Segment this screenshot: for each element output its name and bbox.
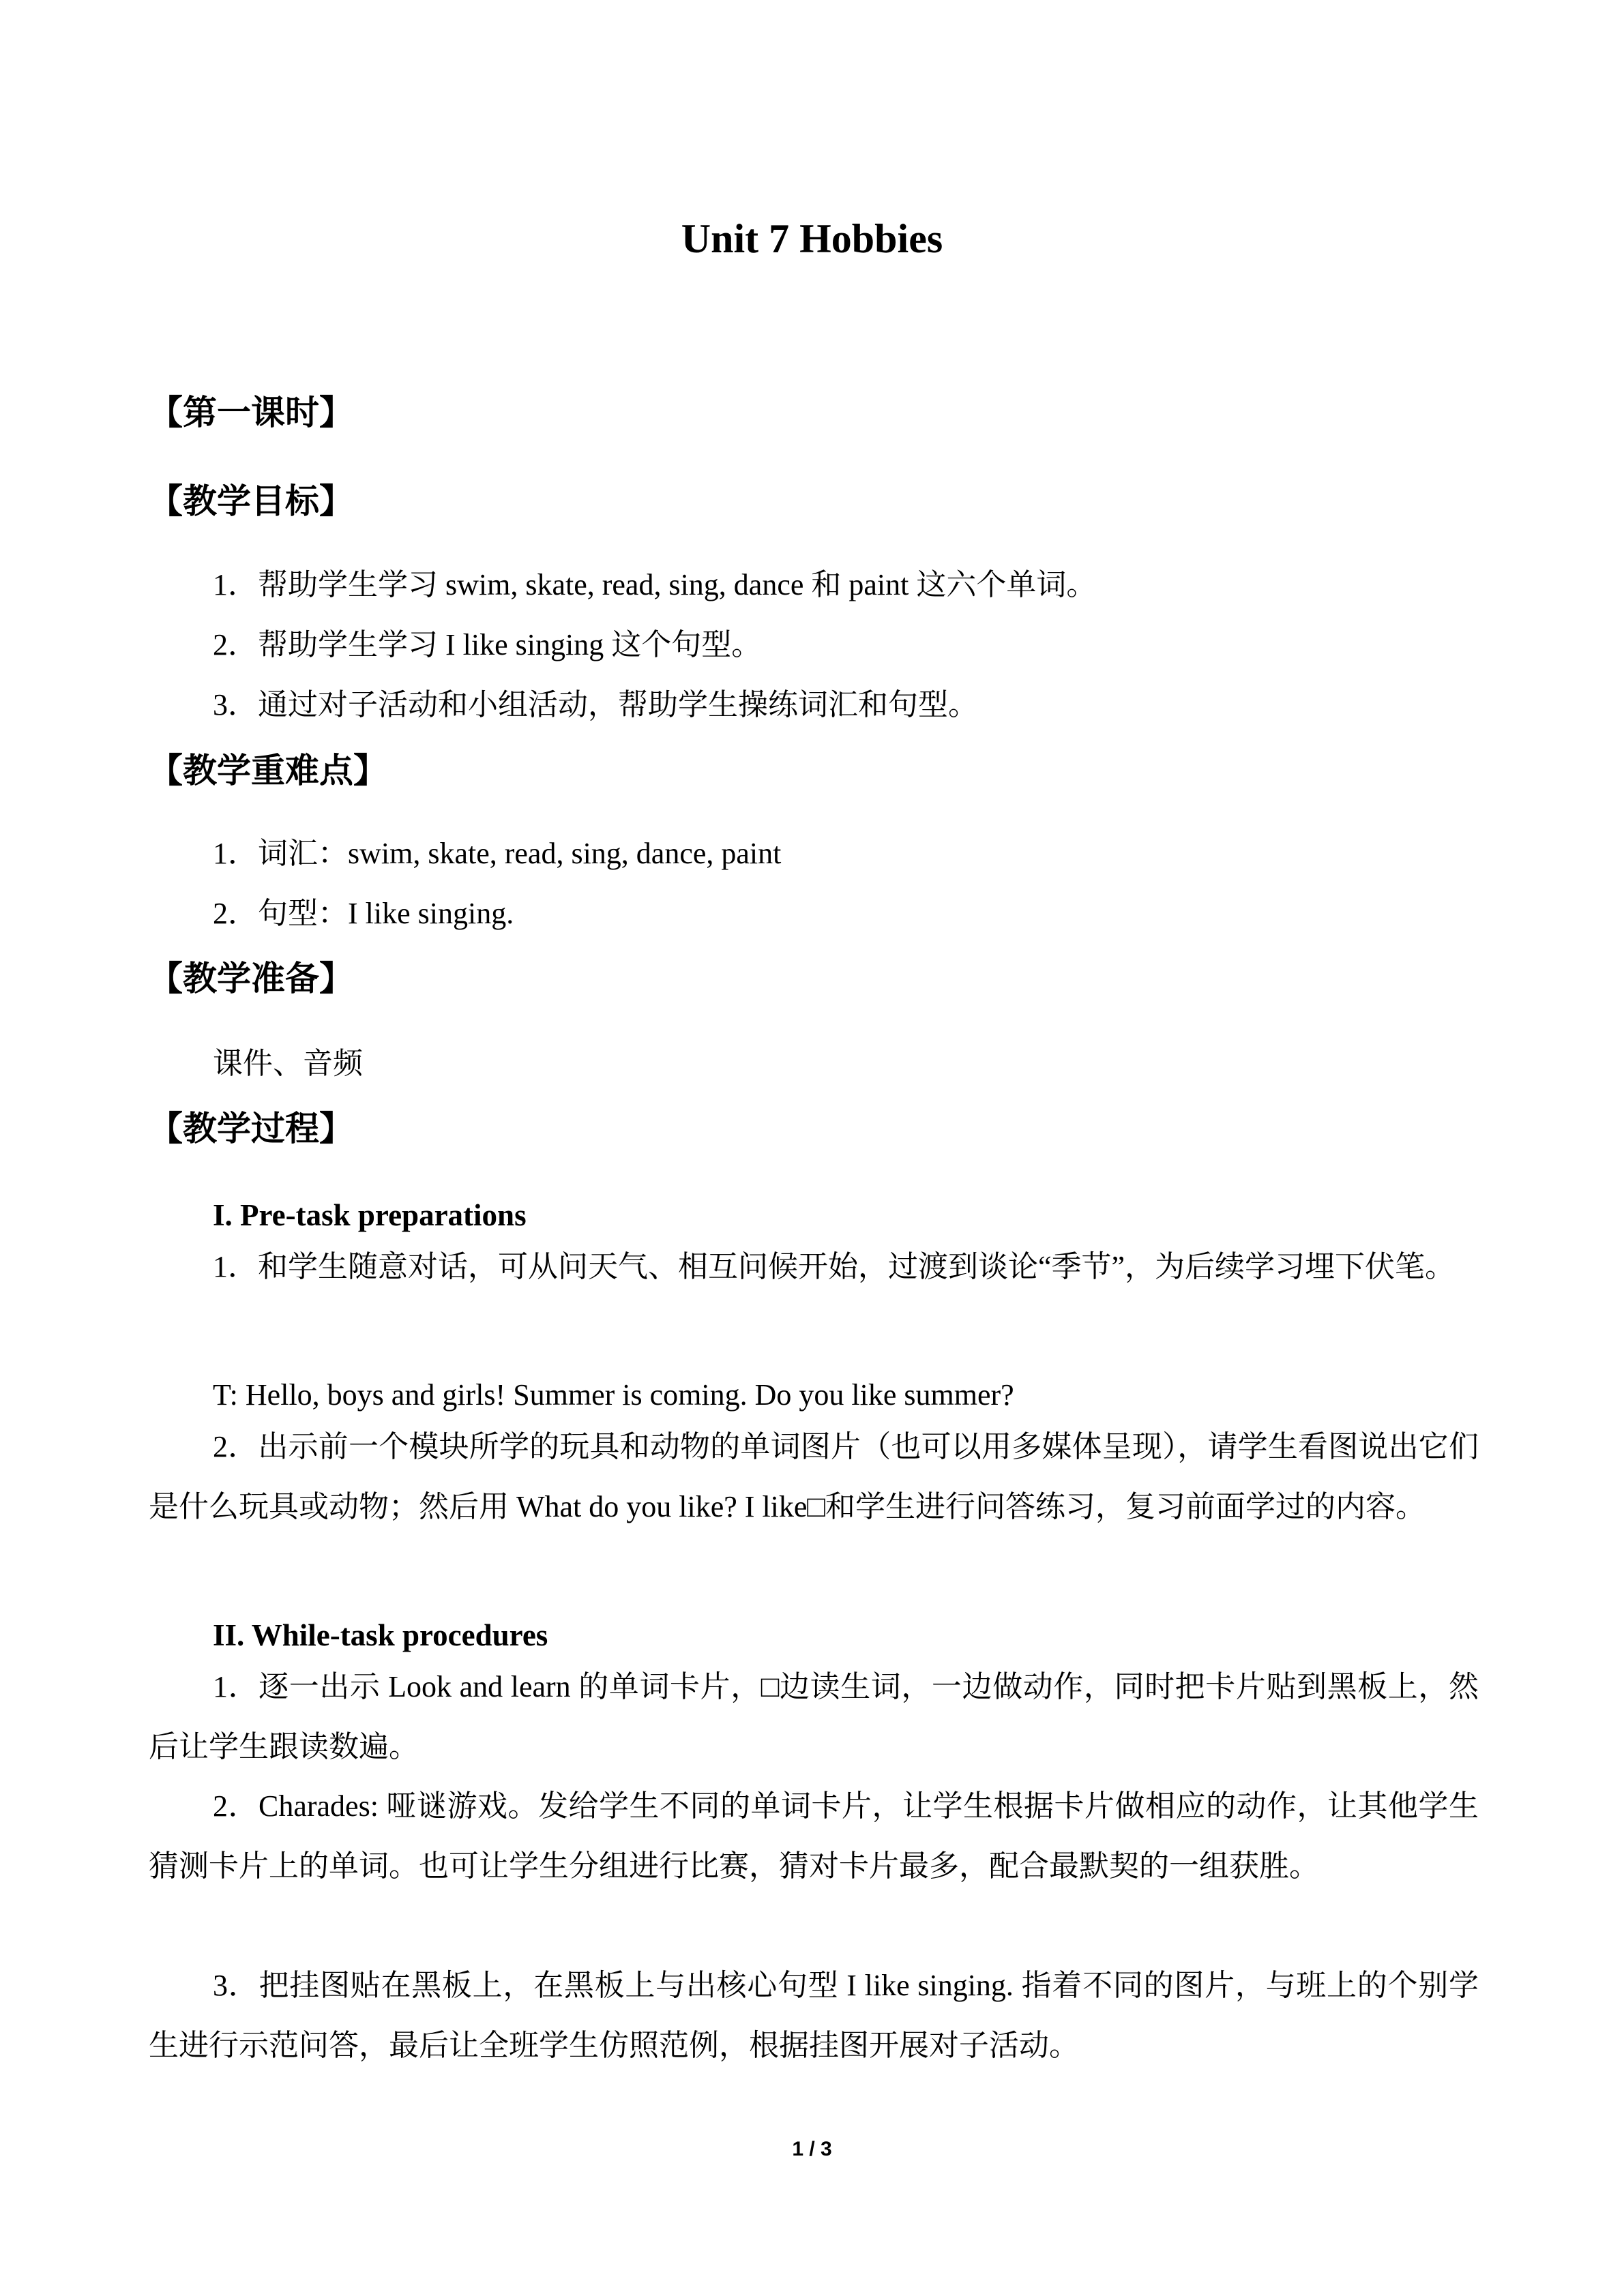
key-point-item: 1．词汇：swim, skate, read, sing, dance, paint (213, 837, 782, 870)
pre-task-heading: I. Pre-task preparations (213, 1198, 527, 1232)
objective-item: 3．通过对子活动和小组活动，帮助学生操练词汇和句型。 (213, 688, 978, 721)
objective-item: 1．帮助学生学习 swim, skate, read, sing, dance 和 paint 这六个单词。 (213, 568, 1097, 601)
while-task-paragraph-2: 2．Charades: 哑谜游戏。发给学生不同的单词卡片，让学生根据卡片做相应的动作，让其他学生猜测卡片上的单词。也可让学生分组进行比赛，猜对卡片最多，配合最默契的一组获胜。 (149, 1789, 1479, 1883)
key-point-item: 2．句型：I like singing. (213, 897, 514, 930)
while-task-paragraph-1: 1．逐一出示 Look and learn 的单词卡片，□边读生词，一边做动作，同时把卡片贴到黑板上，然后让学生跟读数遍。 (149, 1670, 1479, 1763)
document-title: Unit 7 Hobbies (681, 216, 943, 261)
while-task-paragraph-3: 3．把挂图贴在黑板上，在黑板上与出核心句型 I like singing. 指着不同的图片，与班上的个别学生进行示范问答，最后让全班学生仿照范例，根据挂图开展对子活动。 (149, 1969, 1479, 2062)
pre-task-paragraph-1: 1．和学生随意对话，可从问天气、相互问候开始，过渡到谈论“季节”，为后续学习埋下伏笔。 (213, 1250, 1456, 1283)
pre-task-paragraph-2: 2．出示前一个模块所学的玩具和动物的单词图片（也可以用多媒体呈现），请学生看图说出它们是什么玩具或动物；然后用 What do you like? I like□和学生进行问答练习，复习前面学过的内容。 (149, 1430, 1479, 1523)
preparation-text: 课件、音频 (213, 1047, 363, 1080)
preparation-heading: 【教学准备】 (149, 959, 353, 998)
key-points-heading: 【教学重难点】 (149, 751, 387, 790)
process-heading: 【教学过程】 (149, 1109, 353, 1148)
pre-task-example: T: Hello, boys and girls! Summer is coming. Do you like summer? (213, 1378, 1014, 1412)
objective-item: 2．帮助学生学习 I like singing 这个句型。 (213, 628, 762, 661)
lesson-heading: 【第一课时】 (149, 393, 353, 432)
while-task-heading: II. While-task procedures (213, 1618, 548, 1652)
page-number: 1 / 3 (792, 2138, 832, 2160)
objectives-heading: 【教学目标】 (149, 481, 353, 521)
